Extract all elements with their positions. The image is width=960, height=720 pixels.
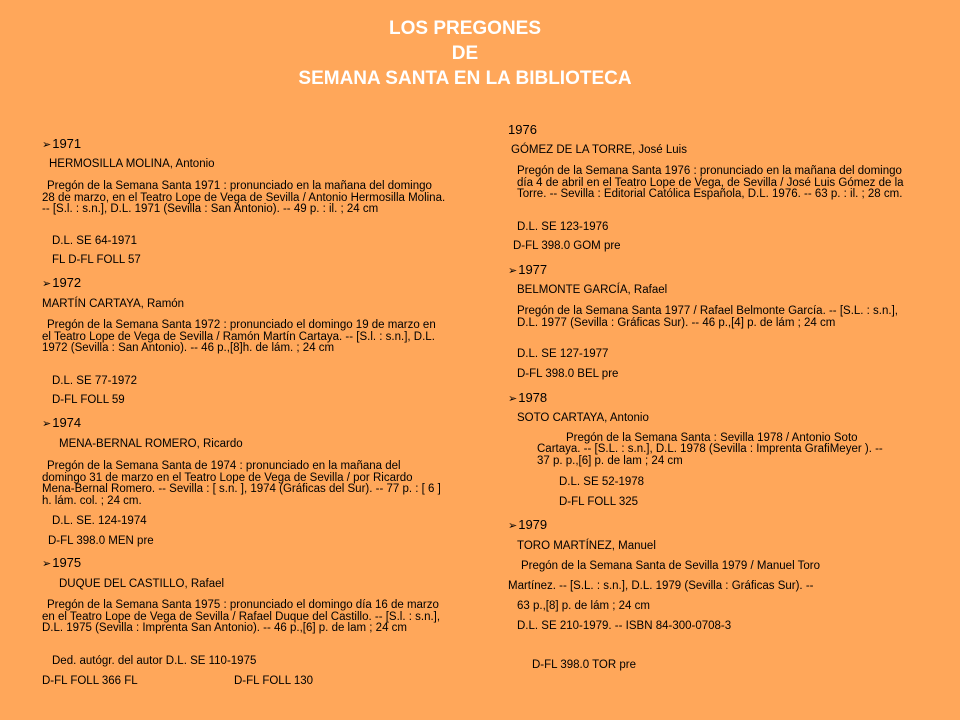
arrow-bullet-icon: ➢ — [42, 139, 52, 151]
legal-deposit: D.L. SE 64-1971 — [52, 235, 138, 247]
arrow-bullet-icon: ➢ — [508, 520, 518, 532]
legal-deposit: D.L. SE 77-1972 — [52, 375, 138, 387]
author: MENA-BERNAL ROMERO, Ricardo — [59, 438, 243, 450]
year-heading-1971: ➢1971 — [42, 136, 82, 151]
record-text-first-line: Pregón de la Semana Santa : Sevilla 1978 / Antonio Soto — [566, 432, 858, 444]
arrow-bullet-icon: ➢ — [42, 558, 52, 570]
record-text: Pregón de la Semana Santa de 1974 : pronunciado en la mañana del domingo 31 de marzo en el Teatro Lope de Vega de Sevilla / por Ricardo Mena-Bernal Romero. -- Sevilla : [ s.n. ], 1974 (Gráficas del Sur). -- 77 p. : [ 6 ] h. lám. col. ; 24 cm. — [42, 460, 441, 507]
year-heading-1977: ➢1977 — [508, 262, 548, 277]
author: MARTÍN CARTAYA, Ramón — [42, 298, 185, 310]
arrow-bullet-icon: ➢ — [508, 393, 518, 405]
arrow-bullet-icon: ➢ — [508, 265, 518, 277]
author: SOTO CARTAYA, Antonio — [517, 412, 649, 424]
record-line-2: Martínez. -- [S.L. : s.n.], D.L. 1979 (Sevilla : Gráficas Sur). -- — [508, 580, 814, 592]
title-line-3: SEMANA SANTA EN LA BIBLIOTECA — [298, 68, 632, 89]
record-text: Pregón de la Semana Santa 1977 / Rafael Belmonte García. -- [S.L. : s.n.], D.L. 1977 (Sevilla : Gráficas Sur). -- 46 p.,[4] p. de lám ; 24 cm — [517, 305, 898, 329]
record-line-3: 63 p.,[8] p. de lám ; 24 cm — [517, 600, 650, 612]
title-line-2: DE — [451, 43, 479, 64]
record-text: Cartaya. -- [S.L. : s.n.], D.L. 1978 (Sevilla : Imprenta GrafiMeyer ). -- 37 p. p.,[6] p. de lam ; 24 cm — [537, 443, 883, 467]
record-text: Pregón de la Semana Santa 1976 : pronunciado en la mañana del domingo día 4 de abril en el Teatro Lope de Vega, de Sevilla / José Luis Gómez de la Torre. -- Sevilla : Editorial Católica Española, D.L. 1976. -- 63 p. : il. ; 28 cm. — [517, 165, 904, 200]
year-heading-1974: ➢1974 — [42, 415, 82, 430]
year-heading-1976: 1976 — [508, 122, 537, 137]
shelf-mark: D-FL 398.0 MEN pre — [48, 535, 154, 547]
record-line-4: D.L. SE 210-1979. -- ISBN 84-300-0708-3 — [517, 620, 732, 632]
arrow-bullet-icon: ➢ — [42, 418, 52, 430]
shelf-mark: D-FL FOLL 325 — [559, 496, 639, 508]
record-text: Pregón de la Semana Santa 1971 : pronunciado en la mañana del domingo 28 de marzo, en el Teatro Lope de Vega de Sevilla / Antonio Hermosilla Molina. -- [S.l. : s.n.], D.L. 1971 (Sevilla : San Antonio). -- 49 p. : il. ; 24 cm — [42, 180, 446, 215]
record-text: Pregón de la Semana Santa 1975 : pronunciado el domingo día 16 de marzo en el Teatro Lope de Vega de Sevilla / Rafael Duque del Castillo. -- [S.l. : s.n.], D.L. 1975 (Sevilla : Imprenta San Antonio). -- 46 p.,[6] p. de lam ; 24 cm — [42, 599, 441, 634]
legal-deposit: D.L. SE 52-1978 — [559, 476, 645, 488]
year-heading-1975: ➢1975 — [42, 555, 82, 570]
shelf-mark: FL D-FL FOLL 57 — [52, 254, 141, 266]
author: TORO MARTÍNEZ, Manuel — [517, 540, 656, 552]
title-line-1: LOS PREGONES — [388, 18, 542, 39]
page-title — [0, 16, 930, 91]
legal-deposit: D.L. SE 127-1977 — [517, 348, 609, 360]
shelf-mark: D-FL 398.0 GOM pre — [513, 240, 621, 252]
author: GÓMEZ DE LA TORRE, José Luis — [511, 144, 687, 156]
shelf-mark-2: D-FL FOLL 130 — [234, 675, 314, 687]
year-heading-1979: ➢1979 — [508, 517, 548, 532]
legal-deposit: D.L. SE 123-1976 — [517, 221, 609, 233]
author: BELMONTE GARCÍA, Rafael — [517, 284, 668, 296]
legal-deposit: D.L. SE. 124-1974 — [52, 515, 147, 527]
year-heading-1978: ➢1978 — [508, 390, 548, 405]
arrow-bullet-icon: ➢ — [42, 278, 52, 290]
record-text: Pregón de la Semana Santa 1972 : pronunciado el domingo 19 de marzo en el Teatro Lope de Vega de Sevilla / Ramón Martín Cartaya. -- [S.l. : s.n.], D.L. 1972 (Sevilla : San Antonio). -- 46 p.,[8]h. de lám. ; 24 cm — [42, 319, 436, 354]
shelf-mark: D-FL 398.0 BEL pre — [517, 368, 619, 380]
shelf-mark: D-FL FOLL 59 — [52, 394, 125, 406]
shelf-mark: D-FL 398.0 TOR pre — [532, 659, 636, 671]
author: DUQUE DEL CASTILLO, Rafael — [59, 578, 225, 590]
author: HERMOSILLA MOLINA, Antonio — [49, 158, 215, 170]
record-line-1: Pregón de la Semana Santa de Sevilla 1979 / Manuel Toro — [521, 560, 820, 572]
dedication-legal-deposit: Ded. autógr. del autor D.L. SE 110-1975 — [52, 655, 257, 667]
year-heading-1972: ➢1972 — [42, 275, 82, 290]
shelf-mark: D-FL FOLL 366 FL — [42, 675, 138, 687]
